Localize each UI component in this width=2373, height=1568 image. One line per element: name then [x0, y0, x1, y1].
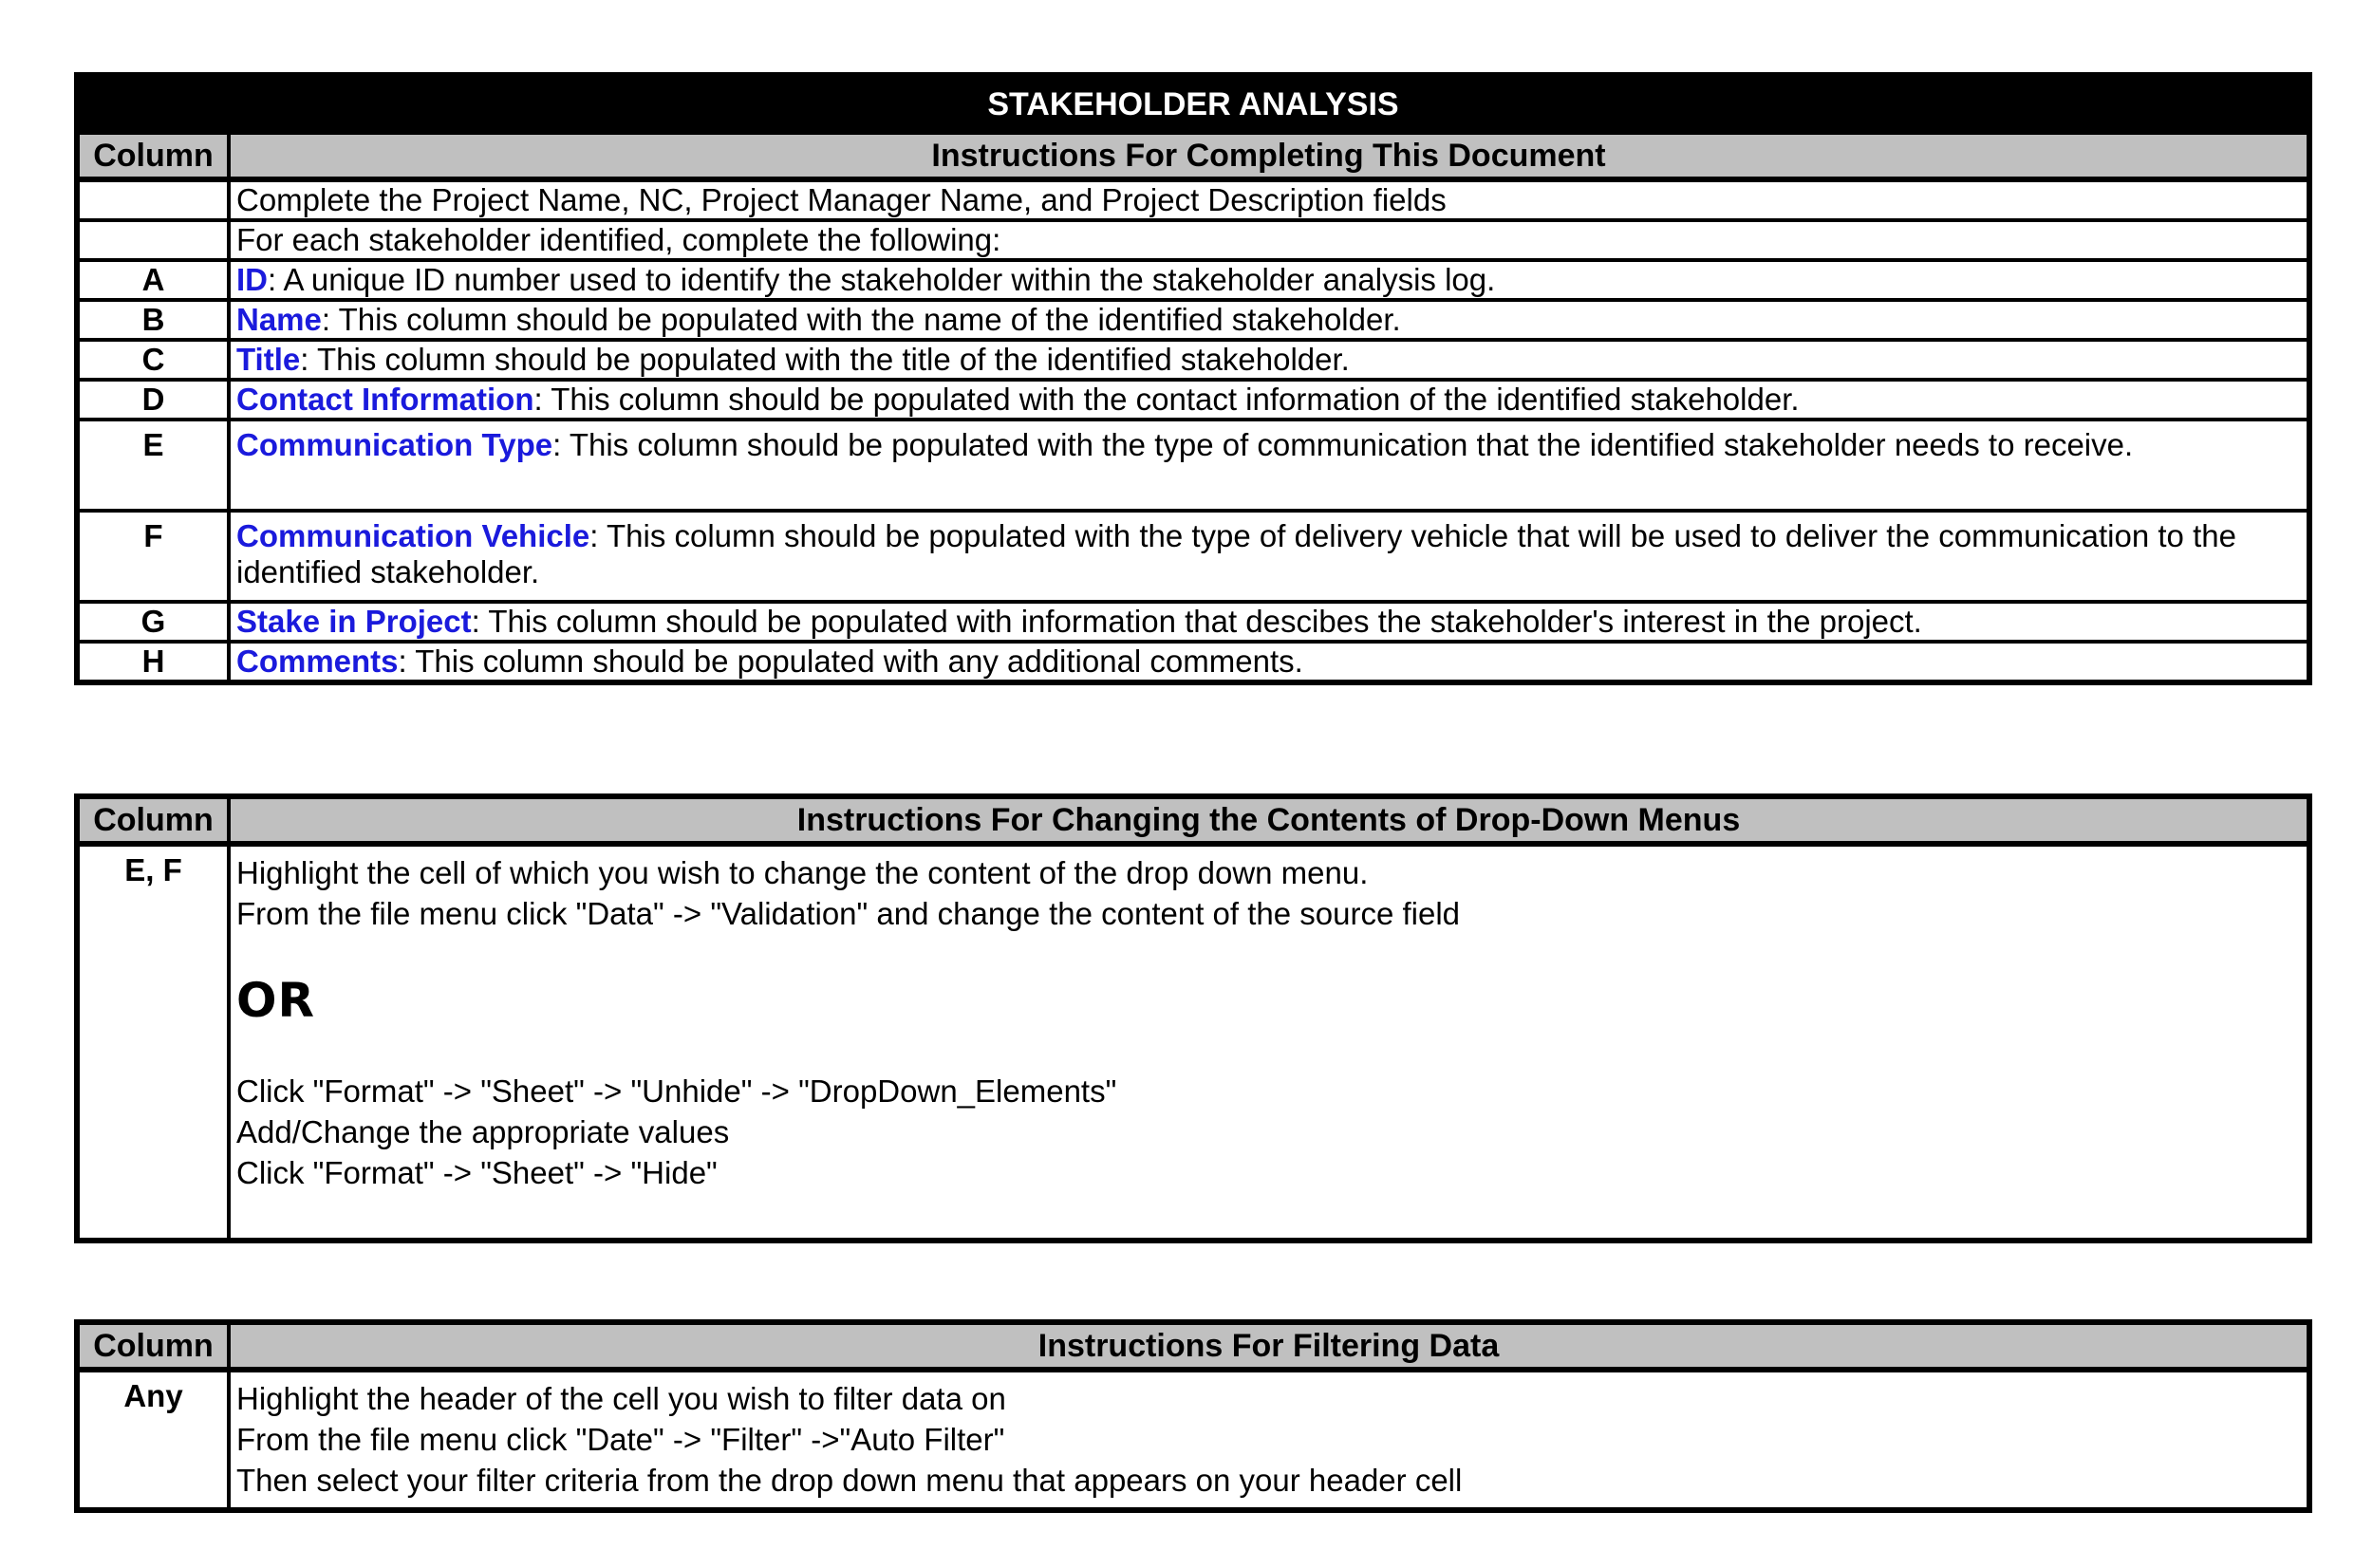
table-row [77, 220, 2309, 260]
column-letter: F [77, 511, 229, 602]
column-letter: H [77, 642, 229, 682]
field-description: : This column should be populated with the name of the identified stakeholder. [321, 302, 1401, 337]
column-letter: Any [77, 1370, 229, 1510]
table-row [77, 260, 2309, 300]
table-row [77, 380, 2309, 420]
field-description: : A unique ID number used to identify the stakeholder within the stakeholder analysis log. [268, 262, 1496, 297]
table-row [77, 642, 2309, 682]
table-row [77, 602, 2309, 642]
column-letter: E, F [77, 844, 229, 1241]
instructions-header: Instructions For Filtering Data [229, 1322, 2309, 1370]
table-row [77, 179, 2309, 220]
instruction-line: Click "Format" -> "Sheet" -> "Hide" [236, 1155, 718, 1190]
column-letter: D [77, 380, 229, 420]
instruction-line: Add/Change the appropriate values [236, 1114, 730, 1149]
field-description: : This column should be populated with any additional comments. [398, 644, 1303, 679]
field-term: Title [236, 342, 301, 377]
field-term: ID [236, 262, 268, 297]
instruction-cell [229, 602, 2309, 642]
table-row [77, 340, 2309, 380]
table-row [77, 511, 2309, 602]
instruction-cell [229, 420, 2309, 511]
instruction-line: Then select your filter criteria from the drop down menu that appears on your header cell [236, 1463, 1463, 1498]
instruction-line: Click "Format" -> "Sheet" -> "Unhide" -> "DropDown_Elements" [236, 1073, 1117, 1109]
field-term: Communication Type [236, 427, 553, 462]
field-description: : This column should be populated with the title of the identified stakeholder. [300, 342, 1350, 377]
instruction-line: From the file menu click "Date" -> "Filter" ->"Auto Filter" [236, 1422, 1005, 1457]
filtering-instructions-table [74, 1319, 2312, 1513]
column-header: Column [77, 1322, 229, 1370]
instruction-line: From the file menu click "Data" -> "Validation" and change the content of the source field [236, 896, 1461, 931]
field-term: Stake in Project [236, 604, 472, 639]
field-term: Contact Information [236, 382, 534, 417]
field-term: Communication Vehicle [236, 518, 590, 553]
column-letter [77, 179, 229, 220]
instruction-cell [229, 642, 2309, 682]
field-description: : This column should be populated with information that descibes the stakeholder's interest in the project. [471, 604, 1922, 639]
instruction-cell [229, 844, 2309, 1241]
instructions-header: Instructions For Changing the Contents of Drop-Down Menus [229, 796, 2309, 844]
instruction-cell [229, 260, 2309, 300]
instructions-header: Instructions For Completing This Document [229, 133, 2309, 179]
table-row [77, 420, 2309, 511]
table-row [77, 1370, 2309, 1510]
instruction-cell [229, 511, 2309, 602]
column-header: Column [77, 133, 229, 179]
or-separator: OR [236, 973, 316, 1028]
field-description: : This column should be populated with the type of delivery vehicle that will be used to deliver the communication to the identified stakeholder. [236, 518, 2236, 589]
table-row [77, 844, 2309, 1241]
instruction-text: Complete the Project Name, NC, Project Manager Name, and Project Description fields [229, 179, 2309, 220]
instruction-text: For each stakeholder identified, complete the following: [229, 220, 2309, 260]
field-term: Name [236, 302, 322, 337]
column-letter: B [77, 300, 229, 340]
column-letter: G [77, 602, 229, 642]
dropdown-instructions-table [74, 793, 2312, 1243]
document-title: STAKEHOLDER ANALYSIS [77, 75, 2309, 133]
column-header: Column [77, 796, 229, 844]
field-term: Comments [236, 644, 399, 679]
column-letter: A [77, 260, 229, 300]
instruction-cell [229, 1370, 2309, 1510]
instruction-line: Highlight the cell of which you wish to change the content of the drop down menu. [236, 855, 1369, 890]
instruction-cell [229, 340, 2309, 380]
column-letter: E [77, 420, 229, 511]
instruction-line: Highlight the header of the cell you wish to filter data on [236, 1381, 1006, 1416]
field-description: : This column should be populated with the contact information of the identified stakeholder. [533, 382, 1800, 417]
completing-instructions-table [74, 72, 2312, 685]
instruction-cell [229, 380, 2309, 420]
column-letter [77, 220, 229, 260]
instruction-cell [229, 300, 2309, 340]
field-description: : This column should be populated with the type of communication that the identified stakeholder needs to receive. [552, 427, 2134, 462]
column-letter: C [77, 340, 229, 380]
table-row [77, 300, 2309, 340]
